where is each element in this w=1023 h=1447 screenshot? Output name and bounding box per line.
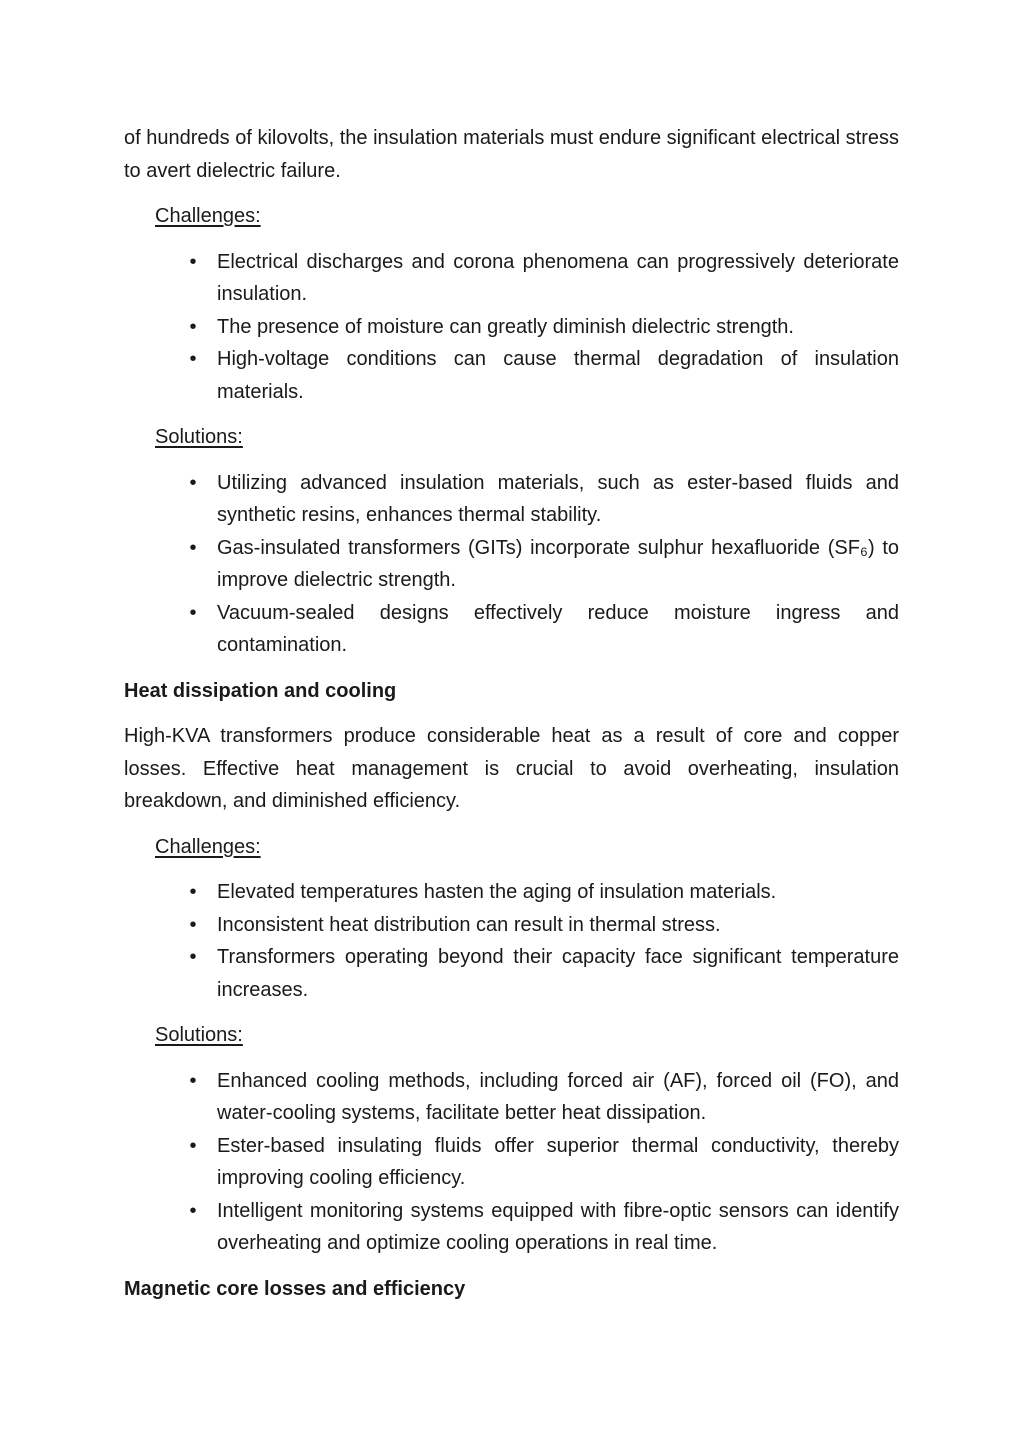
list-item: • The presence of moisture can greatly diminish dielectric strength. bbox=[124, 311, 899, 344]
challenges-list bbox=[124, 246, 899, 409]
solutions-subheading: Solutions: bbox=[155, 1024, 243, 1046]
bullet-icon: • bbox=[189, 471, 197, 494]
bullet-icon: • bbox=[189, 881, 197, 903]
list-item: • Elevated temperatures hasten the aging of insulation materials. bbox=[124, 876, 899, 909]
bullet-icon: • bbox=[189, 946, 197, 968]
challenges-subheading: Challenges: bbox=[155, 835, 261, 858]
bullet-icon: • bbox=[189, 348, 197, 370]
section-heading: Heat dissipation and cooling bbox=[124, 679, 397, 702]
solutions-list bbox=[124, 1065, 899, 1260]
list-item: • Gas-insulated transformers (GITs) incorporate sulphur hexafluoride (SF₆) to improve dielectric strength. bbox=[124, 532, 899, 597]
bullet-icon: • bbox=[189, 536, 197, 559]
list-item: • Inconsistent heat distribution can result in thermal stress. bbox=[124, 909, 899, 942]
list-item: • Ester-based insulating fluids offer superior thermal conductivity, thereby improving cooling efficiency. bbox=[124, 1130, 899, 1195]
bullet-icon: • bbox=[189, 315, 197, 338]
solutions-list bbox=[124, 467, 899, 662]
bullet-icon: • bbox=[189, 1069, 197, 1092]
bullet-icon: • bbox=[189, 250, 197, 273]
challenges-subheading: Challenges: bbox=[155, 205, 261, 227]
intro-paragraph: of hundreds of kilovolts, the insulation materials must endure significant electrical stress to avert dielectric failure. bbox=[124, 127, 899, 182]
list-item: • Utilizing advanced insulation materials, such as ester-based fluids and synthetic resins, enhances thermal stability. bbox=[124, 467, 899, 532]
challenges-list bbox=[124, 876, 899, 1006]
bullet-icon: • bbox=[189, 601, 197, 624]
list-item: • Vacuum-sealed designs effectively reduce moisture ingress and contamination. bbox=[124, 597, 899, 662]
section-paragraph: High-KVA transformers produce considerable heat as a result of core and copper losses. Effective heat management is crucial to avoid overheating, insulation breakdown, and diminished efficiency. bbox=[124, 725, 899, 812]
list-item: • Intelligent monitoring systems equipped with fibre-optic sensors can identify overheating and optimize cooling operations in real time. bbox=[124, 1195, 899, 1260]
bullet-icon: • bbox=[189, 1134, 197, 1157]
list-item: • Enhanced cooling methods, including forced air (AF), forced oil (FO), and water-cooling systems, facilitate better heat dissipation. bbox=[124, 1065, 899, 1130]
solutions-subheading: Solutions: bbox=[155, 426, 243, 448]
bullet-icon: • bbox=[189, 1199, 197, 1222]
list-item: • High-voltage conditions can cause thermal degradation of insulation materials. bbox=[124, 343, 899, 408]
section-heading: Magnetic core losses and efficiency bbox=[124, 1277, 466, 1300]
document-page bbox=[124, 122, 899, 1318]
list-item: • Electrical discharges and corona phenomena can progressively deteriorate insulation. bbox=[124, 246, 899, 311]
list-item: • Transformers operating beyond their capacity face significant temperature increases. bbox=[124, 941, 899, 1006]
bullet-icon: • bbox=[189, 913, 197, 936]
